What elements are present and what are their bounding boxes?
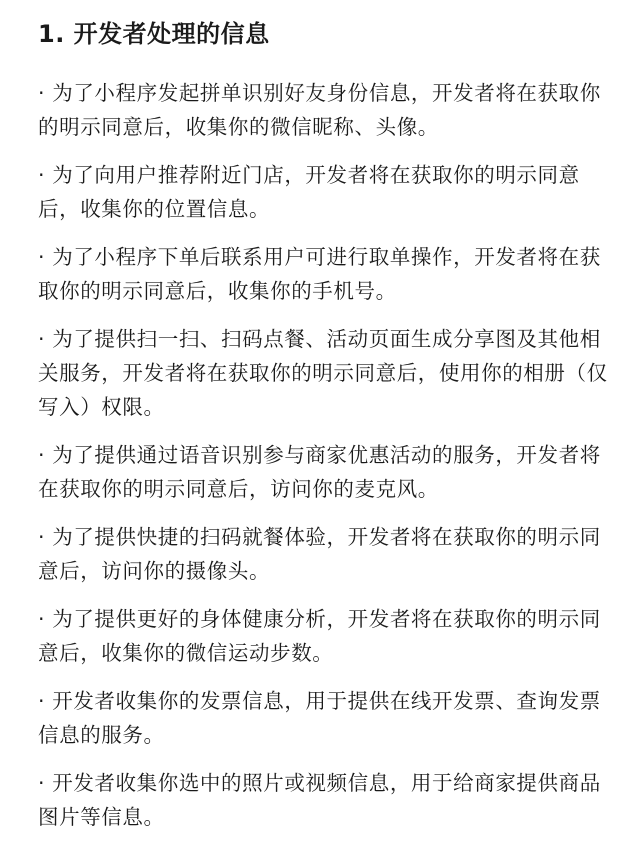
list-item: · 为了小程序下单后联系用户可进行取单操作，开发者将在获取你的明示同意后，收集你的手机号。 [38,245,601,303]
info-list [38,76,612,834]
list-item: · 为了小程序发起拼单识别好友身份信息，开发者将在获取你的明示同意后，收集你的微信昵称、头像。 [38,81,601,139]
list-item: · 为了向用户推荐附近门店，开发者将在获取你的明示同意后，收集你的位置信息。 [38,163,580,221]
list-item: · 为了提供快捷的扫码就餐体验，开发者将在获取你的明示同意后，访问你的摄像头。 [38,525,601,583]
list-item: · 开发者收集你选中的照片或视频信息，用于给商家提供商品图片等信息。 [38,771,601,829]
section-title: 1. 开发者处理的信息 [38,20,270,48]
list-item: · 为了提供扫一扫、扫码点餐、活动页面生成分享图及其他相关服务，开发者将在获取你的明示同意后，使用你的相册（仅写入）权限。 [38,327,608,419]
list-item: · 为了提供更好的身体健康分析，开发者将在获取你的明示同意后，收集你的微信运动步数。 [38,607,601,665]
list-item: · 为了提供通过语音识别参与商家优惠活动的服务，开发者将在获取你的明示同意后，访问你的麦克风。 [38,443,601,501]
list-item: · 开发者收集你的发票信息，用于提供在线开发票、查询发票信息的服务。 [38,689,601,747]
